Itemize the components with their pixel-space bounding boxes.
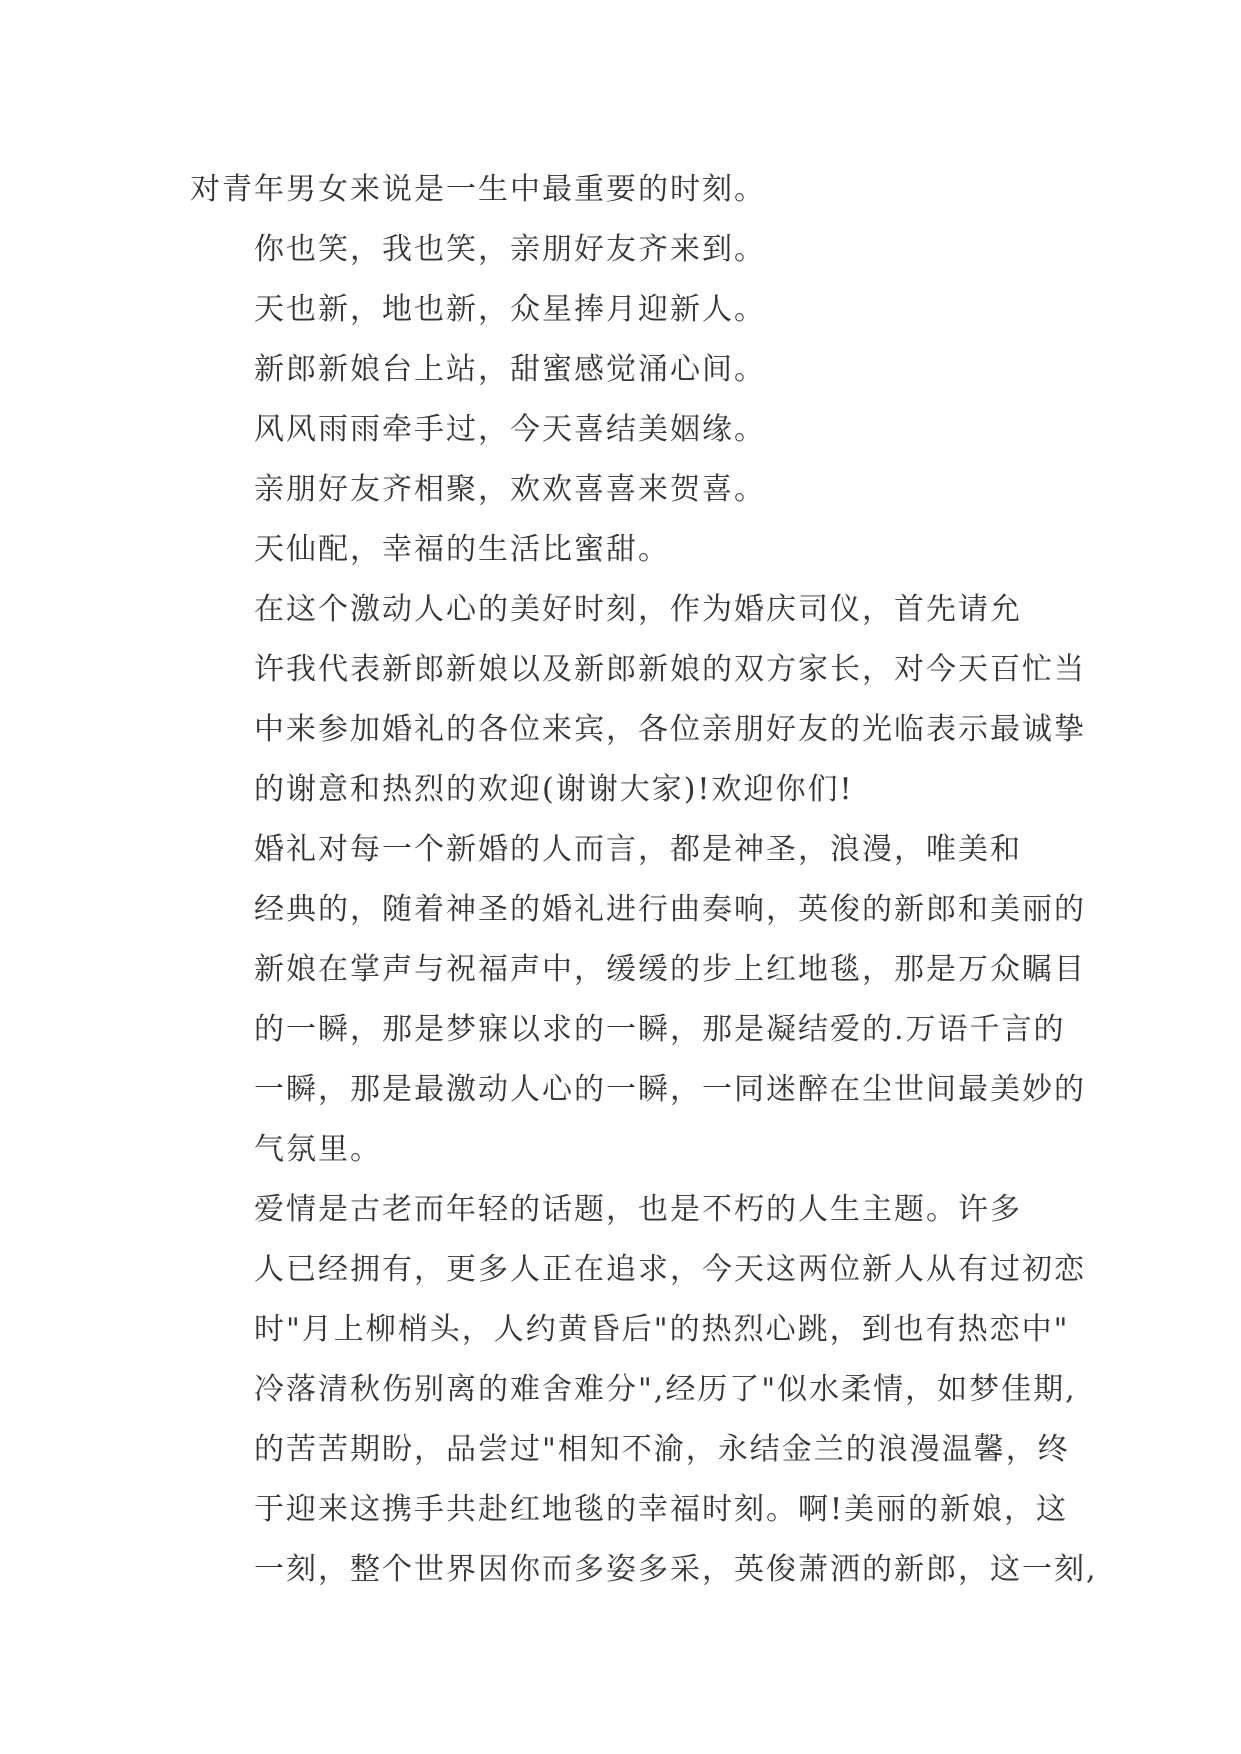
- text-line: 经典的，随着神圣的婚礼进行曲奏响，英俊的新郎和美丽的: [254, 892, 1086, 927]
- paragraph: [190, 340, 1056, 400]
- text-line: 的苦苦期盼，品尝过"相知不渝，永结金兰的浪漫温馨，终: [254, 1432, 1070, 1467]
- paragraph: [190, 220, 1056, 280]
- text-line: 天也新，地也新，众星捧月迎新人。: [254, 292, 766, 327]
- text-line: 冷落清秋伤别离的难舍难分",经历了"似水柔情，如梦佳期,: [254, 1372, 1077, 1407]
- text-line: 气氛里。: [254, 1132, 382, 1167]
- text-line: 天仙配，幸福的生活比蜜甜。: [254, 532, 670, 567]
- text-line: 中来参加婚礼的各位来宾，各位亲朋好友的光临表示最诚挚: [254, 712, 1086, 747]
- text-line: 你也笑，我也笑，亲朋好友齐来到。: [254, 232, 766, 267]
- text-line: 的一瞬，那是梦寐以求的一瞬，那是凝结爱的.万语千言的: [254, 1012, 1066, 1047]
- paragraph: [190, 400, 1056, 460]
- text-line: 婚礼对每一个新婚的人而言，都是神圣，浪漫，唯美和: [254, 832, 1022, 867]
- text-line: 许我代表新郎新娘以及新郎新娘的双方家长，对今天百忙当: [254, 652, 1086, 687]
- text-line: 亲朋好友齐相聚，欢欢喜喜来贺喜。: [254, 472, 766, 507]
- text-line: 人已经拥有，更多人正在追求，今天这两位新人从有过初恋: [254, 1252, 1086, 1287]
- text-line: 新郎新娘台上站，甜蜜感觉涌心间。: [254, 352, 766, 387]
- text-line: 对青年男女来说是一生中最重要的时刻。: [190, 172, 766, 207]
- paragraph: [190, 520, 1056, 580]
- document-body: [190, 160, 1098, 1600]
- paragraph: [190, 580, 1086, 820]
- text-line: 新娘在掌声与祝福声中，缓缓的步上红地毯，那是万众瞩目: [254, 952, 1086, 987]
- text-line: 的谢意和热烈的欢迎(谢谢大家)!欢迎你们!: [254, 772, 854, 807]
- paragraph: [190, 160, 1056, 220]
- paragraph: [190, 1180, 1098, 1600]
- paragraph: [190, 280, 1056, 340]
- paragraph: [190, 460, 1056, 520]
- text-line: 风风雨雨牵手过，今天喜结美姻缘。: [254, 412, 766, 447]
- text-line: 一刻，整个世界因你而多姿多采，英俊萧洒的新郎，这一刻,: [254, 1552, 1098, 1587]
- text-line: 爱情是古老而年轻的话题，也是不朽的人生主题。许多: [254, 1192, 1022, 1227]
- text-line: 时"月上柳梢头，人约黄昏后"的热烈心跳，到也有热恋中": [254, 1312, 1070, 1347]
- text-line: 一瞬，那是最激动人心的一瞬，一同迷醉在尘世间最美妙的: [254, 1072, 1086, 1107]
- text-line: 于迎来这携手共赴红地毯的幸福时刻。啊!美丽的新娘，这: [254, 1492, 1069, 1527]
- paragraph: [190, 820, 1086, 1180]
- text-line: 在这个激动人心的美好时刻，作为婚庆司仪，首先请允: [254, 592, 1022, 627]
